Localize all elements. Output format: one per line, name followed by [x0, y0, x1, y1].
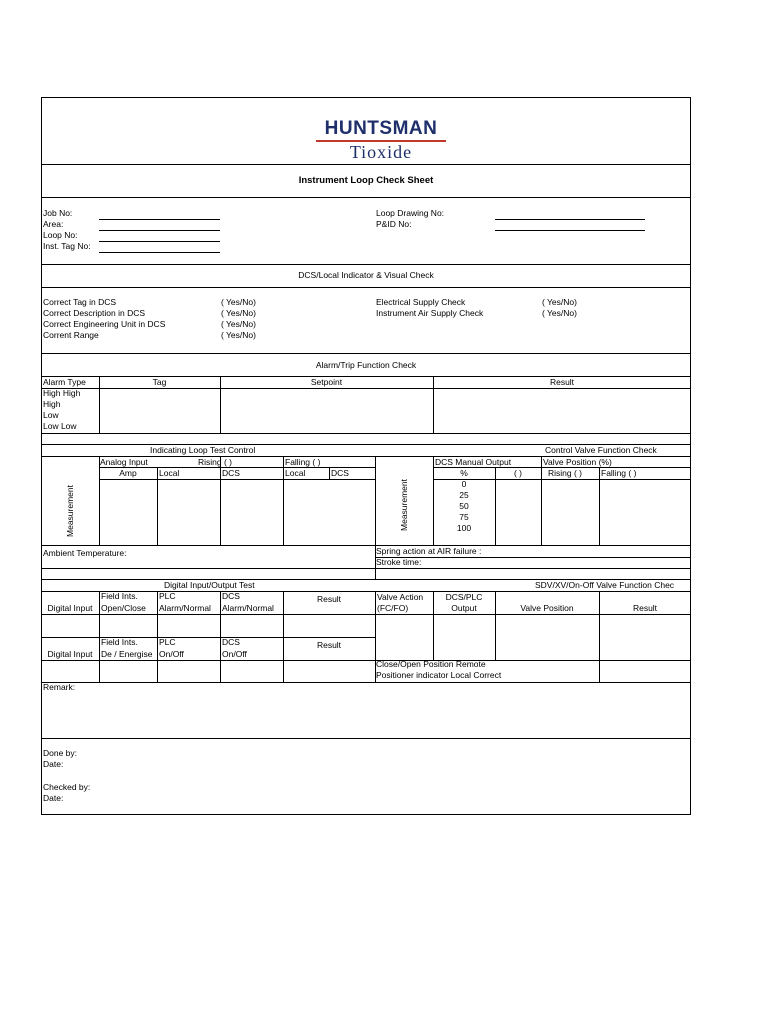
vc-left-label: Corrent Range: [43, 330, 99, 340]
loop-col-10: [599, 467, 600, 545]
percent-value: 25: [459, 490, 469, 500]
rising-short-label: Rising ( ): [548, 468, 583, 478]
divider-digital-title: [41, 591, 691, 592]
divider-visual-title: [41, 287, 691, 288]
dig-col-7: [495, 591, 496, 660]
inst-tag-label: Inst. Tag No:: [43, 241, 91, 251]
open-close-label: Open/Close: [101, 603, 146, 613]
divider-alarm-end: [41, 433, 691, 434]
loop-col-3: [220, 456, 221, 545]
digital-test-title: Digital Input/Output Test: [164, 580, 255, 590]
ambient-temp-label: Ambient Temperature:: [43, 548, 127, 558]
loop-col-8: [495, 467, 496, 545]
on-off-label-1: On/Off: [159, 649, 184, 659]
tioxide-logo-text: Tioxide: [349, 142, 413, 162]
checked-by-label: Checked by:: [43, 782, 91, 792]
done-by-label: Done by:: [43, 748, 78, 758]
vc-left-label: Correct Engineering Unit in DCS: [43, 319, 166, 329]
result-label-d1: Result: [316, 594, 342, 604]
output-label: Output: [451, 603, 477, 613]
date-label-1: Date:: [43, 759, 64, 769]
alarm-row-label: High: [43, 399, 61, 409]
date-label-2: Date:: [43, 793, 64, 803]
divider-alarm-header: [41, 388, 691, 389]
divider-digital-end: [41, 682, 691, 683]
vc-left-label: Correct Tag in DCS: [43, 297, 117, 307]
dcs-label-d1: DCS: [222, 591, 240, 601]
alarm-row-label: Low Low: [43, 421, 77, 431]
pid-no-label: P&ID No:: [376, 219, 412, 229]
valve-action-label: Valve Action: [377, 592, 424, 602]
divider-spring: [375, 557, 691, 558]
huntsman-logo-text: HUNTSMAN: [324, 118, 438, 139]
vc-left-option[interactable]: ( Yes/No): [221, 297, 256, 307]
divider-title: [41, 197, 691, 198]
percent-header: %: [460, 468, 468, 478]
de-energise-label: De / Energise: [101, 649, 153, 659]
vc-left-option[interactable]: ( Yes/No): [221, 308, 256, 318]
local-label-2: Local: [285, 468, 306, 478]
dcs-plc-label: DCS/PLC: [445, 592, 483, 602]
divider-digital-r2: [41, 660, 691, 661]
divider-logo: [41, 164, 691, 165]
digital-input-label-2: Digital Input: [47, 649, 93, 659]
vc-right-label: Electrical Supply Check: [376, 297, 466, 307]
alarm-header-tag: Tag: [152, 377, 167, 387]
area-field[interactable]: [99, 230, 220, 231]
control-valve-title: Control Valve Function Check: [545, 445, 657, 455]
vc-left-option[interactable]: ( Yes/No): [221, 330, 256, 340]
loop-col-9: [541, 456, 542, 545]
loop-no-field[interactable]: [99, 241, 220, 242]
dcs-label: DCS: [222, 468, 240, 478]
divider-digital-r1: [41, 614, 691, 615]
loop-no-label: Loop No:: [43, 230, 78, 240]
alarm-header-type: Alarm Type: [43, 377, 86, 387]
divider-header: [41, 264, 691, 265]
alarm-normal-label-2: Alarm/Normal: [222, 603, 274, 613]
pid-no-field[interactable]: [495, 230, 645, 231]
vc-right-label: Instrument Air Supply Check: [376, 308, 484, 318]
divider-stroke: [41, 568, 691, 569]
valve-position-label: Valve Position (%): [543, 457, 612, 467]
alarm-row-label: Low: [43, 410, 59, 420]
plc-label-1: PLC: [159, 591, 176, 601]
valve-position-header: Valve Position: [520, 603, 574, 613]
job-no-field[interactable]: [99, 219, 220, 220]
falling-label: Falling ( ): [285, 457, 321, 467]
fc-fo-label: (FC/FO): [377, 603, 409, 613]
loop-col-4: [283, 456, 284, 545]
result-label-d2: Result: [316, 640, 342, 650]
remark-label: Remark:: [43, 682, 76, 692]
stroke-time-label: Stroke time:: [376, 557, 422, 567]
alarm-normal-label-1: Alarm/Normal: [159, 603, 211, 613]
vc-left-option[interactable]: ( Yes/No): [221, 319, 256, 329]
digital-input-label-1: Digital Input: [47, 603, 93, 613]
divider-loop-end: [41, 545, 691, 546]
loop-col-2: [157, 467, 158, 545]
measurement-label-right: Measurement: [399, 479, 409, 531]
alarm-header-result: Result: [549, 377, 575, 387]
divider-loop-header: [99, 479, 375, 480]
sdv-valve-title: SDV/XV/On-Off Valve Function Chec: [535, 580, 675, 590]
on-off-label-2: On/Off: [222, 649, 247, 659]
spring-action-label: Spring action at AIR failure :: [376, 546, 482, 556]
vc-left-label: Correct Description in DCS: [43, 308, 146, 318]
loop-col-5: [329, 467, 330, 479]
job-no-label: Job No:: [43, 208, 73, 218]
area-label: Area:: [43, 219, 64, 229]
result-header-d: Result: [632, 603, 658, 613]
percent-value: 0: [461, 479, 467, 489]
dig-col-4: [283, 591, 284, 682]
divider-digital-r1b: [41, 637, 375, 638]
dig-col-1: [99, 591, 100, 682]
divider-remark: [41, 738, 691, 739]
dig-col-3: [220, 591, 221, 682]
dcs-label-d2: DCS: [222, 637, 240, 647]
loop-drawing-label: Loop Drawing No:: [376, 208, 445, 218]
alarm-row-label: High High: [43, 388, 81, 398]
vc-right-option[interactable]: ( Yes/No): [542, 297, 577, 307]
vc-right-option[interactable]: ( Yes/No): [542, 308, 577, 318]
inst-tag-field[interactable]: [99, 252, 220, 253]
falling-short-label: Falling ( ): [601, 468, 637, 478]
loop-test-title: Indicating Loop Test Control: [150, 445, 256, 455]
visual-check-title: DCS/Local Indicator & Visual Check: [298, 270, 434, 280]
alarm-title: Alarm/Trip Function Check: [315, 360, 417, 370]
page-title: Instrument Loop Check Sheet: [298, 175, 434, 186]
dig-col-2: [157, 591, 158, 682]
close-open-label: Close/Open Position Remote: [376, 659, 486, 669]
loop-drawing-field[interactable]: [495, 219, 645, 220]
measurement-label-left: Measurement: [65, 485, 75, 537]
rising-label: Rising ( ): [198, 457, 233, 467]
alarm-header-setpoint: Setpoint: [310, 377, 343, 387]
percent-value: 100: [456, 523, 472, 533]
dcs-manual-output-label: DCS Manual Output: [435, 457, 512, 467]
dcs-label-2: DCS: [331, 468, 349, 478]
field-ints-label-1: Field Ints.: [101, 591, 138, 601]
divider-visual: [41, 353, 691, 354]
plc-label-2: PLC: [159, 637, 176, 647]
blank-paren: ( ): [513, 468, 523, 478]
local-label: Local: [159, 468, 180, 478]
field-ints-label-2: Field Ints.: [101, 637, 138, 647]
percent-value: 50: [459, 501, 469, 511]
positioner-label: Positioner indicator Local Correct: [376, 670, 502, 680]
analog-input-label: Analog Input: [100, 457, 148, 467]
percent-value: 75: [459, 512, 469, 522]
amp-label: Amp: [119, 468, 137, 478]
